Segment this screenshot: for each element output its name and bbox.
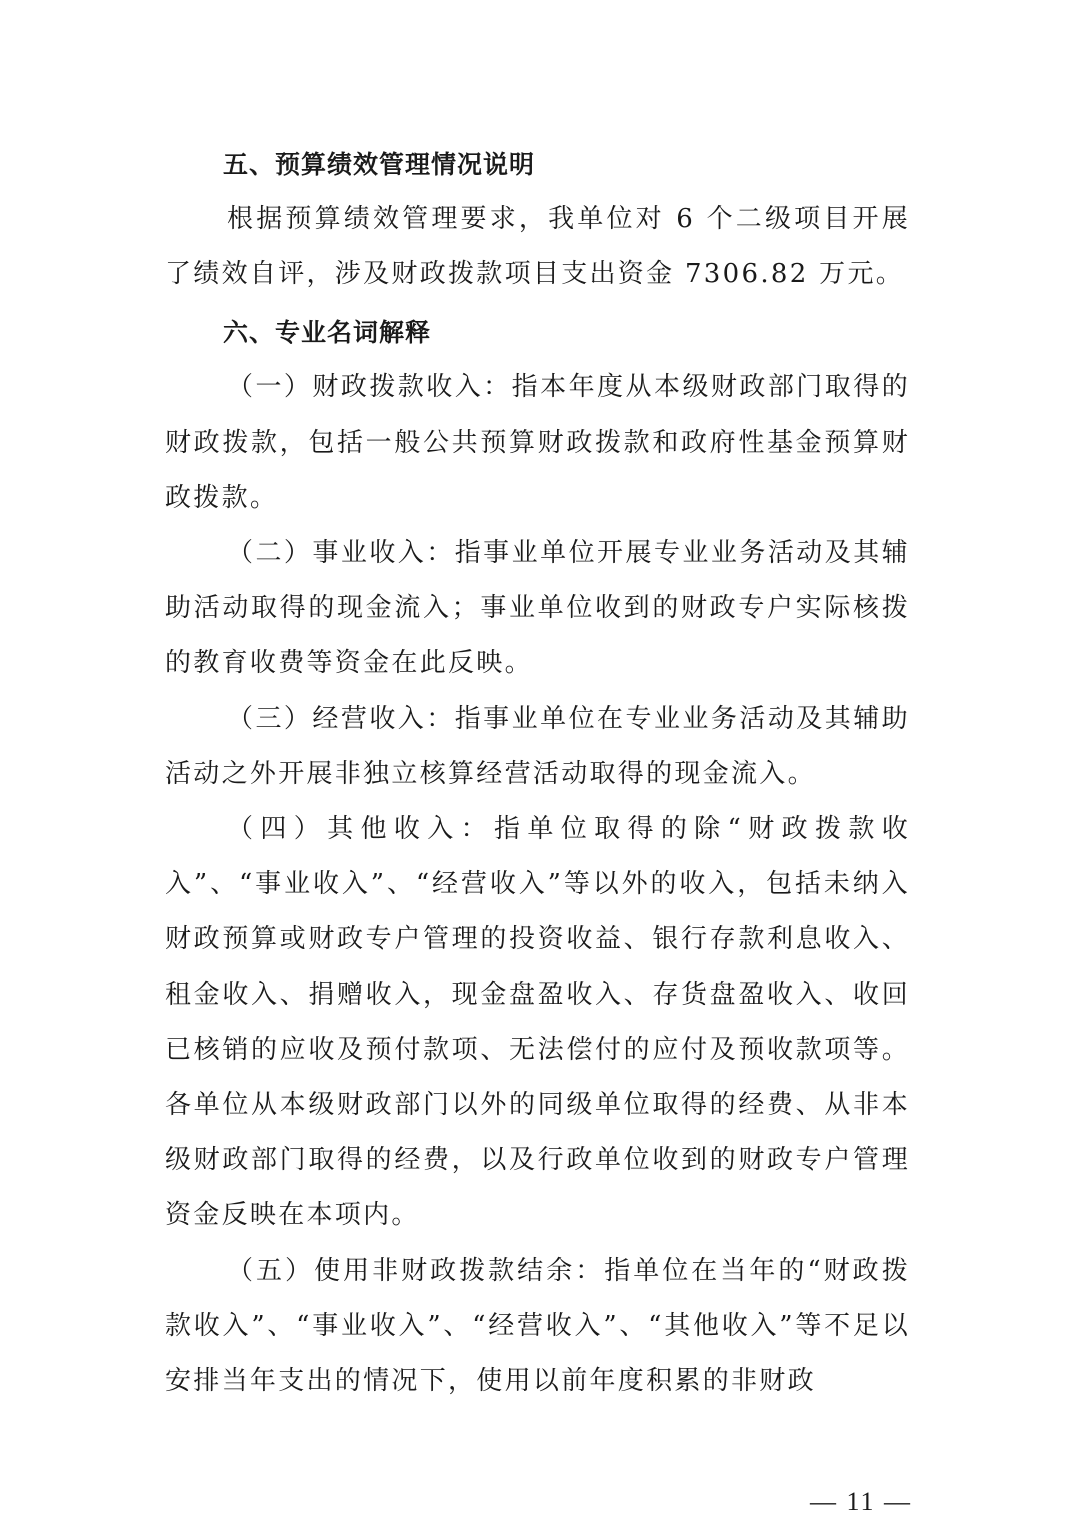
definition-item-5 xyxy=(165,1244,910,1410)
page-body xyxy=(165,138,910,1409)
definition-item-1 xyxy=(165,360,910,526)
definition-text: 指事业单位在专业业务活动及其辅助活动之外开展非独立核算经营活动取得的现金流入。 xyxy=(165,703,910,789)
definition-text: 指事业单位开展专业业务活动及其辅助活动取得的现金流入；事业单位收到的财政专户实际核拨的教育收费等资金在此反映。 xyxy=(165,538,910,679)
section-5-paragraph: 根据预算绩效管理要求，我单位对 6 个二级项目开展了绩效自评，涉及财政拨款项目支出资金 7306.82 万元。 xyxy=(165,204,910,290)
definition-item-4 xyxy=(165,802,910,1244)
definition-text: 指本年度从本级财政部门取得的财政拨款，包括一般公共预算财政拨款和政府性基金预算财政拨款。 xyxy=(165,372,910,513)
definition-term: （四）其他收入： xyxy=(227,814,494,845)
definition-text: 指单位在当年的“财政拨款收入”、“事业收入”、“经营收入”、“其他收入”等不足以安排当年支出的情况下，使用以前年度积累的非财政 xyxy=(165,1255,911,1397)
page-number: — 11 — xyxy=(809,1487,912,1516)
section-6-heading: 六、专业名词解释 xyxy=(223,318,432,348)
definition-term: （三）经营收入： xyxy=(227,703,455,734)
section-5-heading: 五、预算绩效管理情况说明 xyxy=(223,150,536,179)
definition-term: （五）使用非财政拨款结余： xyxy=(227,1255,605,1286)
definition-item-2 xyxy=(165,526,910,692)
definition-term: （一）财政拨款收入： xyxy=(227,372,512,403)
definition-item-3 xyxy=(165,692,910,802)
definition-text: 指单位取得的除“财政拨款收入”、“事业收入”、“经营收入”等以外的收入，包括未纳入财政预算或财政专户管理的投资收益、银行存款利息收入、租金收入、捐赠收入，现金盘盈收入、存货盘盈收入、收回已核销的应收及预付款项、无法偿付的应付及预收款项等。各单位从本级财政部门以外的同级单位取得的经费、从非本级财政部门取得的经费，以及行政单位收到的财政专户管理资金反映在本项内。 xyxy=(165,814,910,1231)
definition-term: （二）事业收入： xyxy=(227,538,455,569)
